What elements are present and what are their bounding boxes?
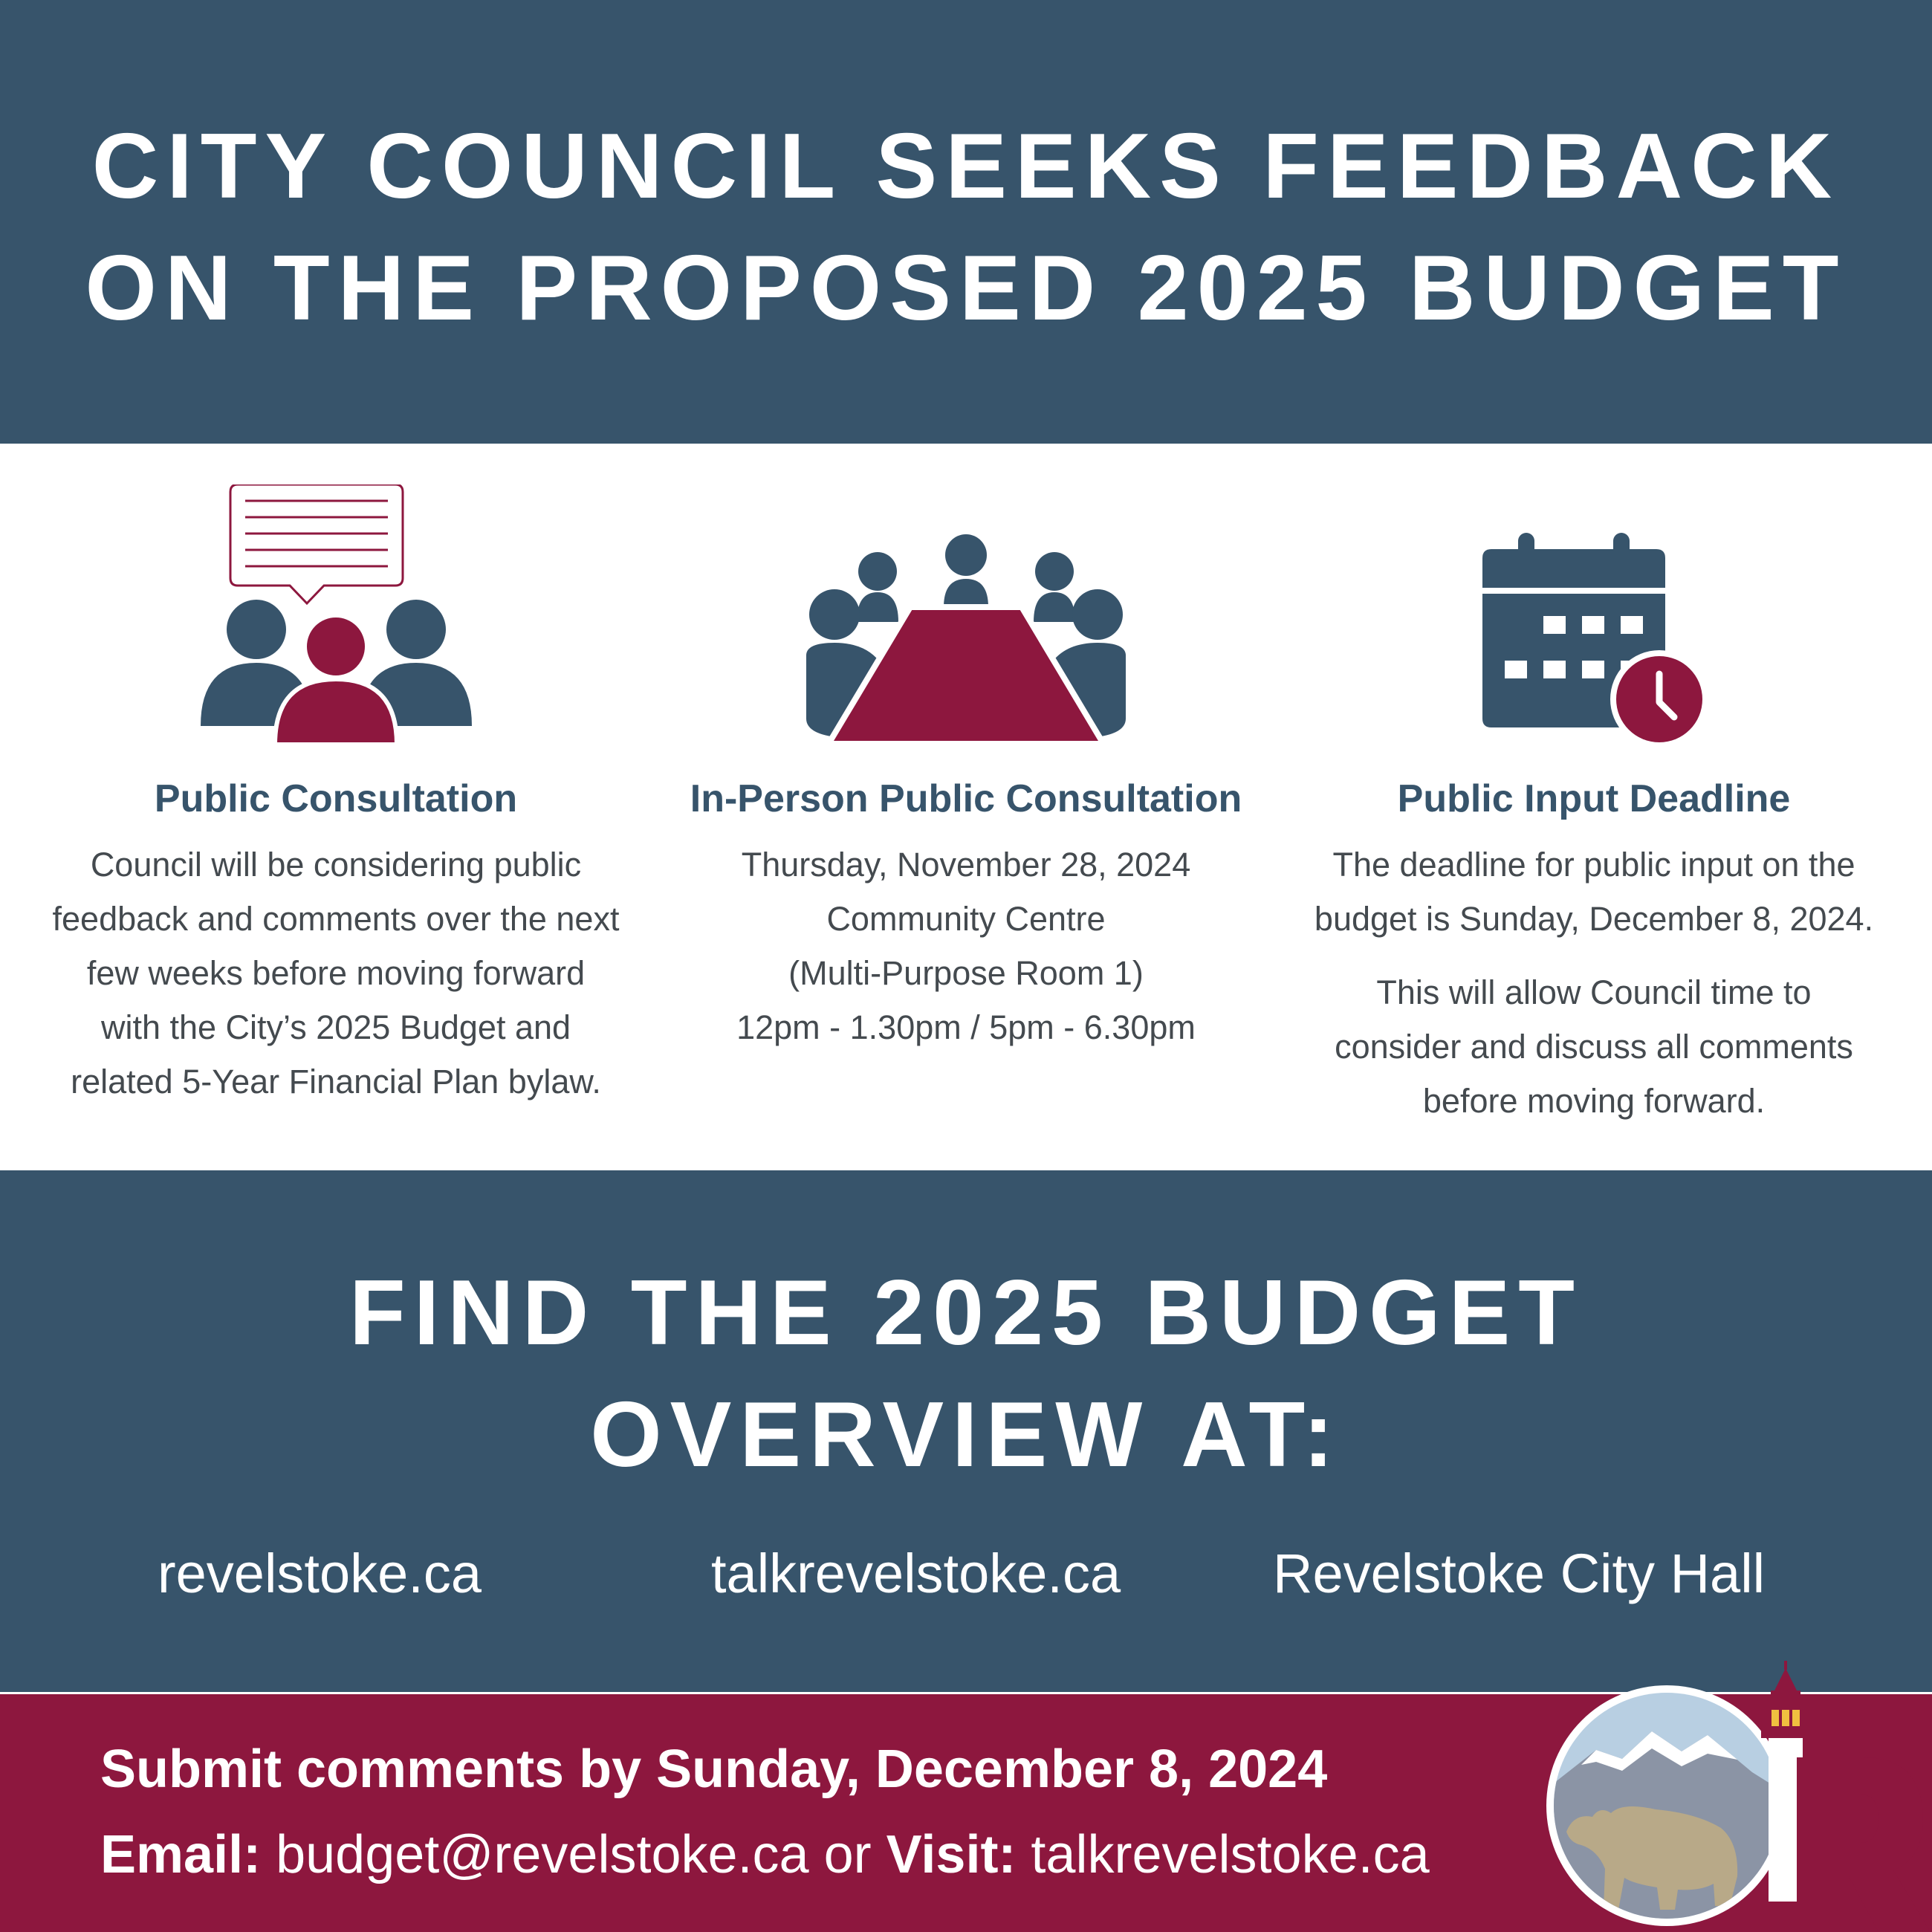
in-person-consultation-text — [669, 837, 1263, 1054]
or-text: or — [823, 1825, 872, 1884]
body-line: This will allow Council time to — [1376, 973, 1812, 1011]
visit-link[interactable]: talkrevelstoke.ca — [1031, 1825, 1430, 1884]
visit-label: Visit: — [886, 1825, 1017, 1884]
link-talkrevelstoke[interactable]: talkrevelstoke.ca — [711, 1543, 1121, 1604]
meeting-table-icon — [806, 533, 1126, 748]
page-title-line-1: CITY COUNCIL SEEKS FEEDBACK — [91, 115, 1841, 218]
body-line: related 5-Year Financial Plan bylaw. — [71, 1063, 601, 1100]
find-title-line-1: FIND THE 2025 BUDGET — [349, 1262, 1583, 1364]
body-line: few weeks before moving forward — [86, 954, 586, 992]
body-line: Council will be considering public — [90, 846, 582, 884]
email-label: Email: — [100, 1825, 262, 1884]
submit-deadline-text: Submit comments by Sunday, December 8, 2024 — [100, 1740, 1328, 1799]
public-consultation-text — [39, 837, 633, 1109]
find-title-line-2: OVERVIEW AT: — [590, 1384, 1342, 1486]
calendar-clock-icon — [1482, 533, 1705, 748]
header-band — [0, 0, 1932, 444]
find-budget-title — [0, 1252, 1932, 1496]
page-title — [0, 106, 1932, 349]
body-line: consider and discuss all comments — [1335, 1028, 1853, 1066]
consultation-venue: Community Centre — [826, 900, 1106, 938]
public-consultation-heading: Public Consultation — [154, 777, 518, 820]
body-line: The deadline for public input on the — [1332, 846, 1855, 884]
page-title-line-2: ON THE PROPOSED 2025 BUDGET — [85, 237, 1847, 340]
body-line: budget is Sunday, December 8, 2024. — [1314, 900, 1874, 938]
body-line: before moving forward. — [1422, 1082, 1766, 1120]
city-logo — [1529, 1661, 1932, 1932]
consultation-date: Thursday, November 28, 2024 — [741, 846, 1191, 884]
body-line: feedback and comments over the next — [52, 900, 620, 938]
contact-line — [100, 1824, 1430, 1885]
consultation-room: (Multi-Purpose Room 1) — [788, 954, 1144, 992]
location-city-hall: Revelstoke City Hall — [1273, 1543, 1766, 1604]
body-line: with the City’s 2025 Budget and — [100, 1008, 571, 1046]
find-budget-band — [0, 1170, 1932, 1692]
public-input-deadline-heading: Public Input Deadline — [1397, 777, 1791, 820]
in-person-consultation-heading: In-Person Public Consultation — [690, 777, 1242, 820]
info-section — [0, 444, 1932, 1170]
consultation-times: 12pm - 1.30pm / 5pm - 6.30pm — [736, 1008, 1196, 1046]
link-revelstoke[interactable]: revelstoke.ca — [158, 1543, 482, 1604]
public-input-deadline-text — [1297, 837, 1891, 1128]
consultation-people-speech-icon — [193, 484, 476, 752]
email-link[interactable]: budget@revelstoke.ca — [276, 1825, 809, 1884]
